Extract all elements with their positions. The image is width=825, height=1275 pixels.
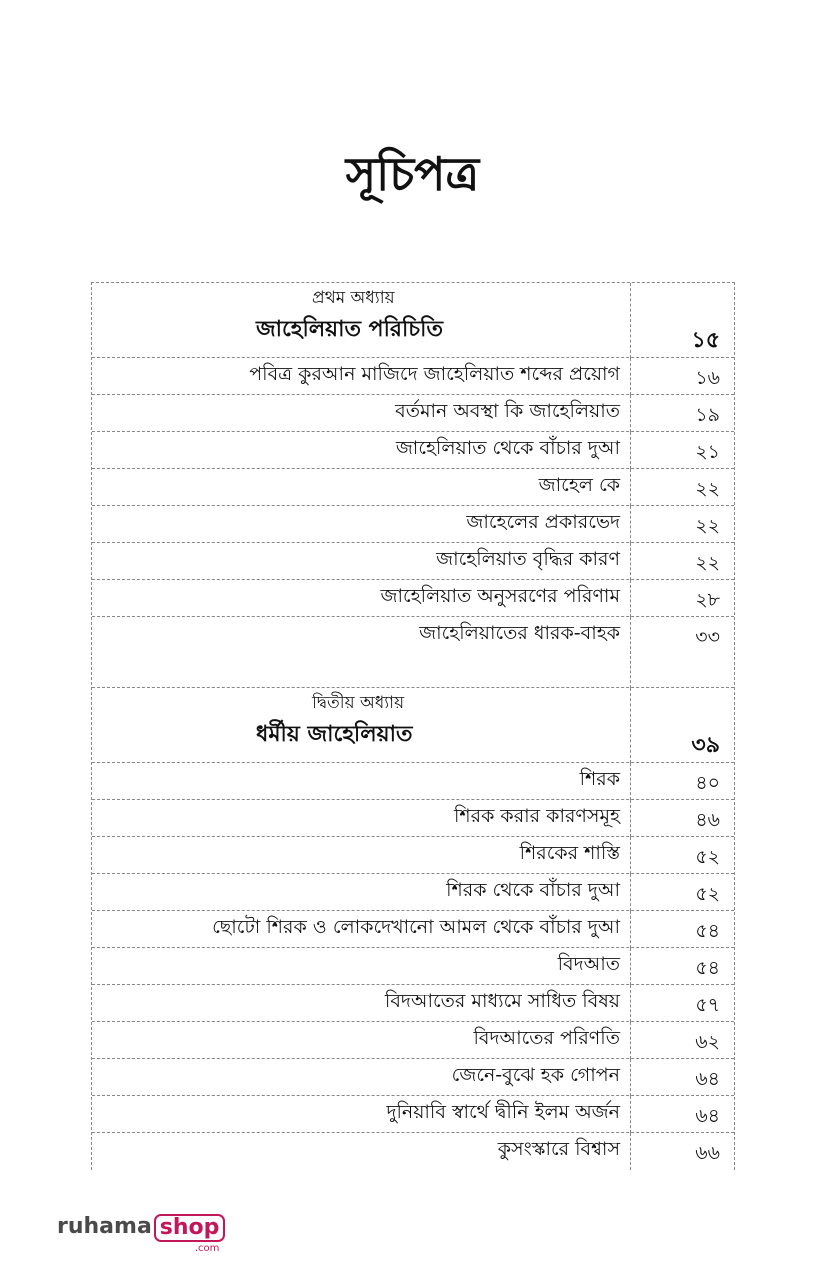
- toc-entry[interactable]: [92, 432, 734, 469]
- toc-entry-title: ছোটো শিরক ও লোকদেখানো আমল থেকে বাঁচার দুআ: [92, 911, 631, 948]
- toc-entry[interactable]: [92, 985, 734, 1022]
- toc-entry[interactable]: [92, 617, 734, 688]
- toc-entry-title: বিদআতের পরিণতি: [92, 1022, 631, 1059]
- publisher-logo: [57, 1214, 225, 1254]
- toc-entry-title: জেনে-বুঝে হক গোপন: [92, 1059, 631, 1096]
- toc-entry-page: ৬৪: [695, 1068, 720, 1090]
- logo-text-shop: shop: [154, 1214, 226, 1242]
- toc-entry-title: শিরকের শাস্তি: [92, 837, 631, 874]
- toc-entry-page: ২২: [695, 552, 720, 574]
- toc-entry[interactable]: [92, 395, 734, 432]
- toc-entry[interactable]: [92, 1059, 734, 1096]
- toc-entry-page: ৫২: [695, 846, 720, 868]
- toc-entry-title: বর্তমান অবস্থা কি জাহেলিয়াত: [92, 395, 631, 432]
- toc-entry[interactable]: [92, 358, 734, 395]
- toc-entry-page: ৫৪: [695, 920, 720, 942]
- toc-entry[interactable]: [92, 948, 734, 985]
- chapter-page-number: ১৫: [691, 328, 720, 353]
- toc-entry-title: পবিত্র কুরআন মাজিদে জাহেলিয়াত শব্দের প্রয়োগ: [92, 358, 631, 395]
- toc-entry-page: ৬২: [695, 1031, 720, 1053]
- toc-entry-title: শিরক থেকে বাঁচার দুআ: [92, 874, 631, 911]
- toc-entry-title: জাহেলিয়াতের ধারক-বাহক: [92, 617, 631, 688]
- page-title: সূচিপত্র: [345, 147, 480, 201]
- toc-entry-title: দুনিয়াবি স্বার্থে দ্বীনি ইলম অর্জন: [92, 1096, 631, 1133]
- toc-entry-page: ২২: [695, 515, 720, 537]
- toc-entry-page: ২১: [695, 441, 720, 463]
- toc-entry-page: ১৬: [695, 367, 720, 389]
- toc-entry-title: জাহেল কে: [92, 469, 631, 506]
- toc-entry-page: ৪০: [695, 772, 720, 794]
- toc-entry-title: শিরক: [92, 763, 631, 800]
- chapter-label: প্রথম অধ্যায়: [312, 288, 395, 308]
- toc-entry-page: ২২: [695, 478, 720, 500]
- toc-entry[interactable]: [92, 580, 734, 617]
- toc-entry[interactable]: [92, 469, 734, 506]
- chapter-label: দ্বিতীয় অধ্যায়: [312, 693, 405, 713]
- toc-entry[interactable]: [92, 874, 734, 911]
- chapter-name: জাহেলিয়াত পরিচিতি: [256, 317, 443, 342]
- logo-text-com: .com: [194, 1243, 220, 1254]
- toc-entry[interactable]: [92, 911, 734, 948]
- chapter-page-number: ৩৯: [691, 733, 720, 758]
- table-of-contents: [91, 282, 735, 1170]
- toc-entry-title: জাহেলিয়াত অনুসরণের পরিণাম: [92, 580, 631, 617]
- logo-text-ruhama: ruhama: [57, 1214, 152, 1239]
- chapter-heading-row[interactable]: [92, 283, 734, 358]
- toc-entry[interactable]: [92, 800, 734, 837]
- toc-entry-title: জাহেলের প্রকারভেদ: [92, 506, 631, 543]
- toc-entry[interactable]: [92, 506, 734, 543]
- toc-entry-page: ৬৬: [695, 1142, 720, 1164]
- toc-entry-title: জাহেলিয়াত বৃদ্ধির কারণ: [92, 543, 631, 580]
- toc-entry-title: জাহেলিয়াত থেকে বাঁচার দুআ: [92, 432, 631, 469]
- toc-entry[interactable]: [92, 1133, 734, 1170]
- toc-entry-page: ৫৭: [695, 994, 720, 1016]
- toc-entry[interactable]: [92, 763, 734, 800]
- toc-entry-page: ১৯: [695, 404, 720, 426]
- toc-entry-title: বিদআত: [92, 948, 631, 985]
- chapter-name: ধর্মীয় জাহেলিয়াত: [256, 722, 413, 747]
- toc-entry-page: ৫৪: [695, 957, 720, 979]
- toc-entry[interactable]: [92, 837, 734, 874]
- toc-entry-title: কুসংস্কারে বিশ্বাস: [92, 1133, 631, 1170]
- toc-entry-page: ৩৩: [695, 626, 720, 648]
- toc-entry-page: ৫২: [695, 883, 720, 905]
- toc-entry[interactable]: [92, 543, 734, 580]
- toc-entry[interactable]: [92, 1096, 734, 1133]
- toc-entry-page: ২৮: [695, 589, 720, 611]
- toc-entry-page: ৪৬: [695, 809, 720, 831]
- chapter-heading-row[interactable]: [92, 688, 734, 763]
- toc-entry-page: ৬৪: [695, 1105, 720, 1127]
- toc-entry[interactable]: [92, 1022, 734, 1059]
- toc-entry-title: বিদআতের মাধ্যমে সাধিত বিষয়: [92, 985, 631, 1022]
- toc-entry-title: শিরক করার কারণসমূহ: [92, 800, 631, 837]
